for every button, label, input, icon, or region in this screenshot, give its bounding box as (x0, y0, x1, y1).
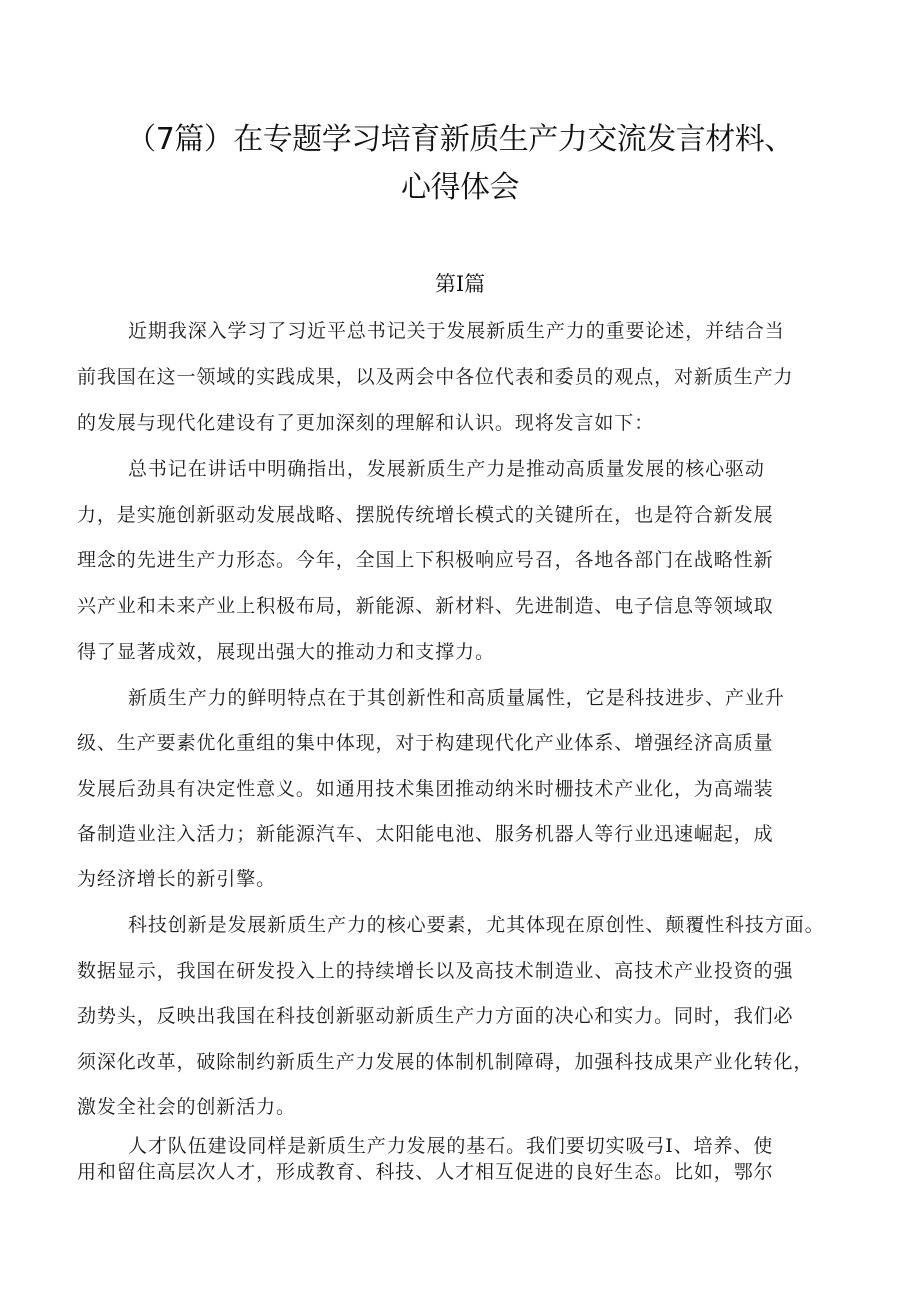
paragraph-line: 新质生产力的鲜明特点在于其创新性和高质量属性，它是科技进步、产业升 (128, 687, 785, 709)
paragraph-line: 兴产业和未来产业上积极布局，新能源、新材料、先进制造、电子信息等领域取 (77, 595, 774, 617)
paragraph-line: 得了显著成效，展现出强大的推动力和支撑力。 (77, 641, 495, 663)
paragraph-line: 劲势头，反映出我国在科技创新驱动新质生产力方面的决心和实力。同时，我们必 (77, 1005, 794, 1027)
paragraph-line: 理念的先进生产力形态。今年，全国上下积极响应号召，各地各部门在战略性新 (77, 549, 774, 571)
paragraph-line: 的发展与现代化建设有了更加深刻的理解和认识。现将发言如下： (77, 412, 655, 434)
paragraph-line: 数据显示，我国在研发投入上的持续增长以及高技术制造业、高技术产业投资的强 (77, 960, 794, 982)
paragraph-line: 近期我深入学习了习近平总书记关于发展新质生产力的重要论述，并结合当 (128, 320, 785, 342)
paragraph-line: 备制造业注入活力；新能源汽车、太阳能电池、服务机器人等行业迅速崛起，成 (77, 823, 774, 845)
paragraph-line: 发展后劲具有决定性意义。如通用技术集团推动纳米时栅技术产业化，为高端装 (77, 778, 774, 800)
paragraph-line: 须深化改革，破除制约新质生产力发展的体制机制障碍，加强科技成果产业化转化， (77, 1051, 814, 1073)
paragraph-line: 科技创新是发展新质生产力的核心要素，尤其体现在原创性、颠覆性科技方面。 (128, 914, 825, 936)
paragraph-line: 级、生产要素优化重组的集中体现，对于构建现代化产业体系、增强经济高质量 (77, 732, 774, 754)
chapter-heading: 第Ⅰ篇 (434, 272, 486, 296)
paragraph-line: 前我国在这一领域的实践成果，以及两会中各位代表和委员的观点，对新质生产力 (77, 366, 794, 388)
paragraph-line: 力，是实施创新驱动发展战略、摆脱传统增长模式的关键所在，也是符合新发展 (77, 504, 774, 526)
document-title-line-1: （7篇）在专题学习培育新质生产力交流发言材料、 (126, 122, 794, 157)
document-title-line-2: 心得体会 (401, 170, 519, 205)
paragraph-line: 人才队伍建设同样是新质生产力发展的基石。我们要切实吸弓Ⅰ、培养、使 (128, 1135, 774, 1157)
paragraph-line: 用和留住高层次人才，形成教育、科技、人才相互促进的良好生态。比如，鄂尔 (77, 1161, 774, 1183)
paragraph-line: 为经济增长的新引擎。 (77, 868, 277, 890)
paragraph-line: 激发全社会的创新活力。 (77, 1096, 296, 1118)
paragraph-line: 总书记在讲话中明确指出，发展新质生产力是推动高质量发展的核心驱动 (128, 458, 765, 480)
